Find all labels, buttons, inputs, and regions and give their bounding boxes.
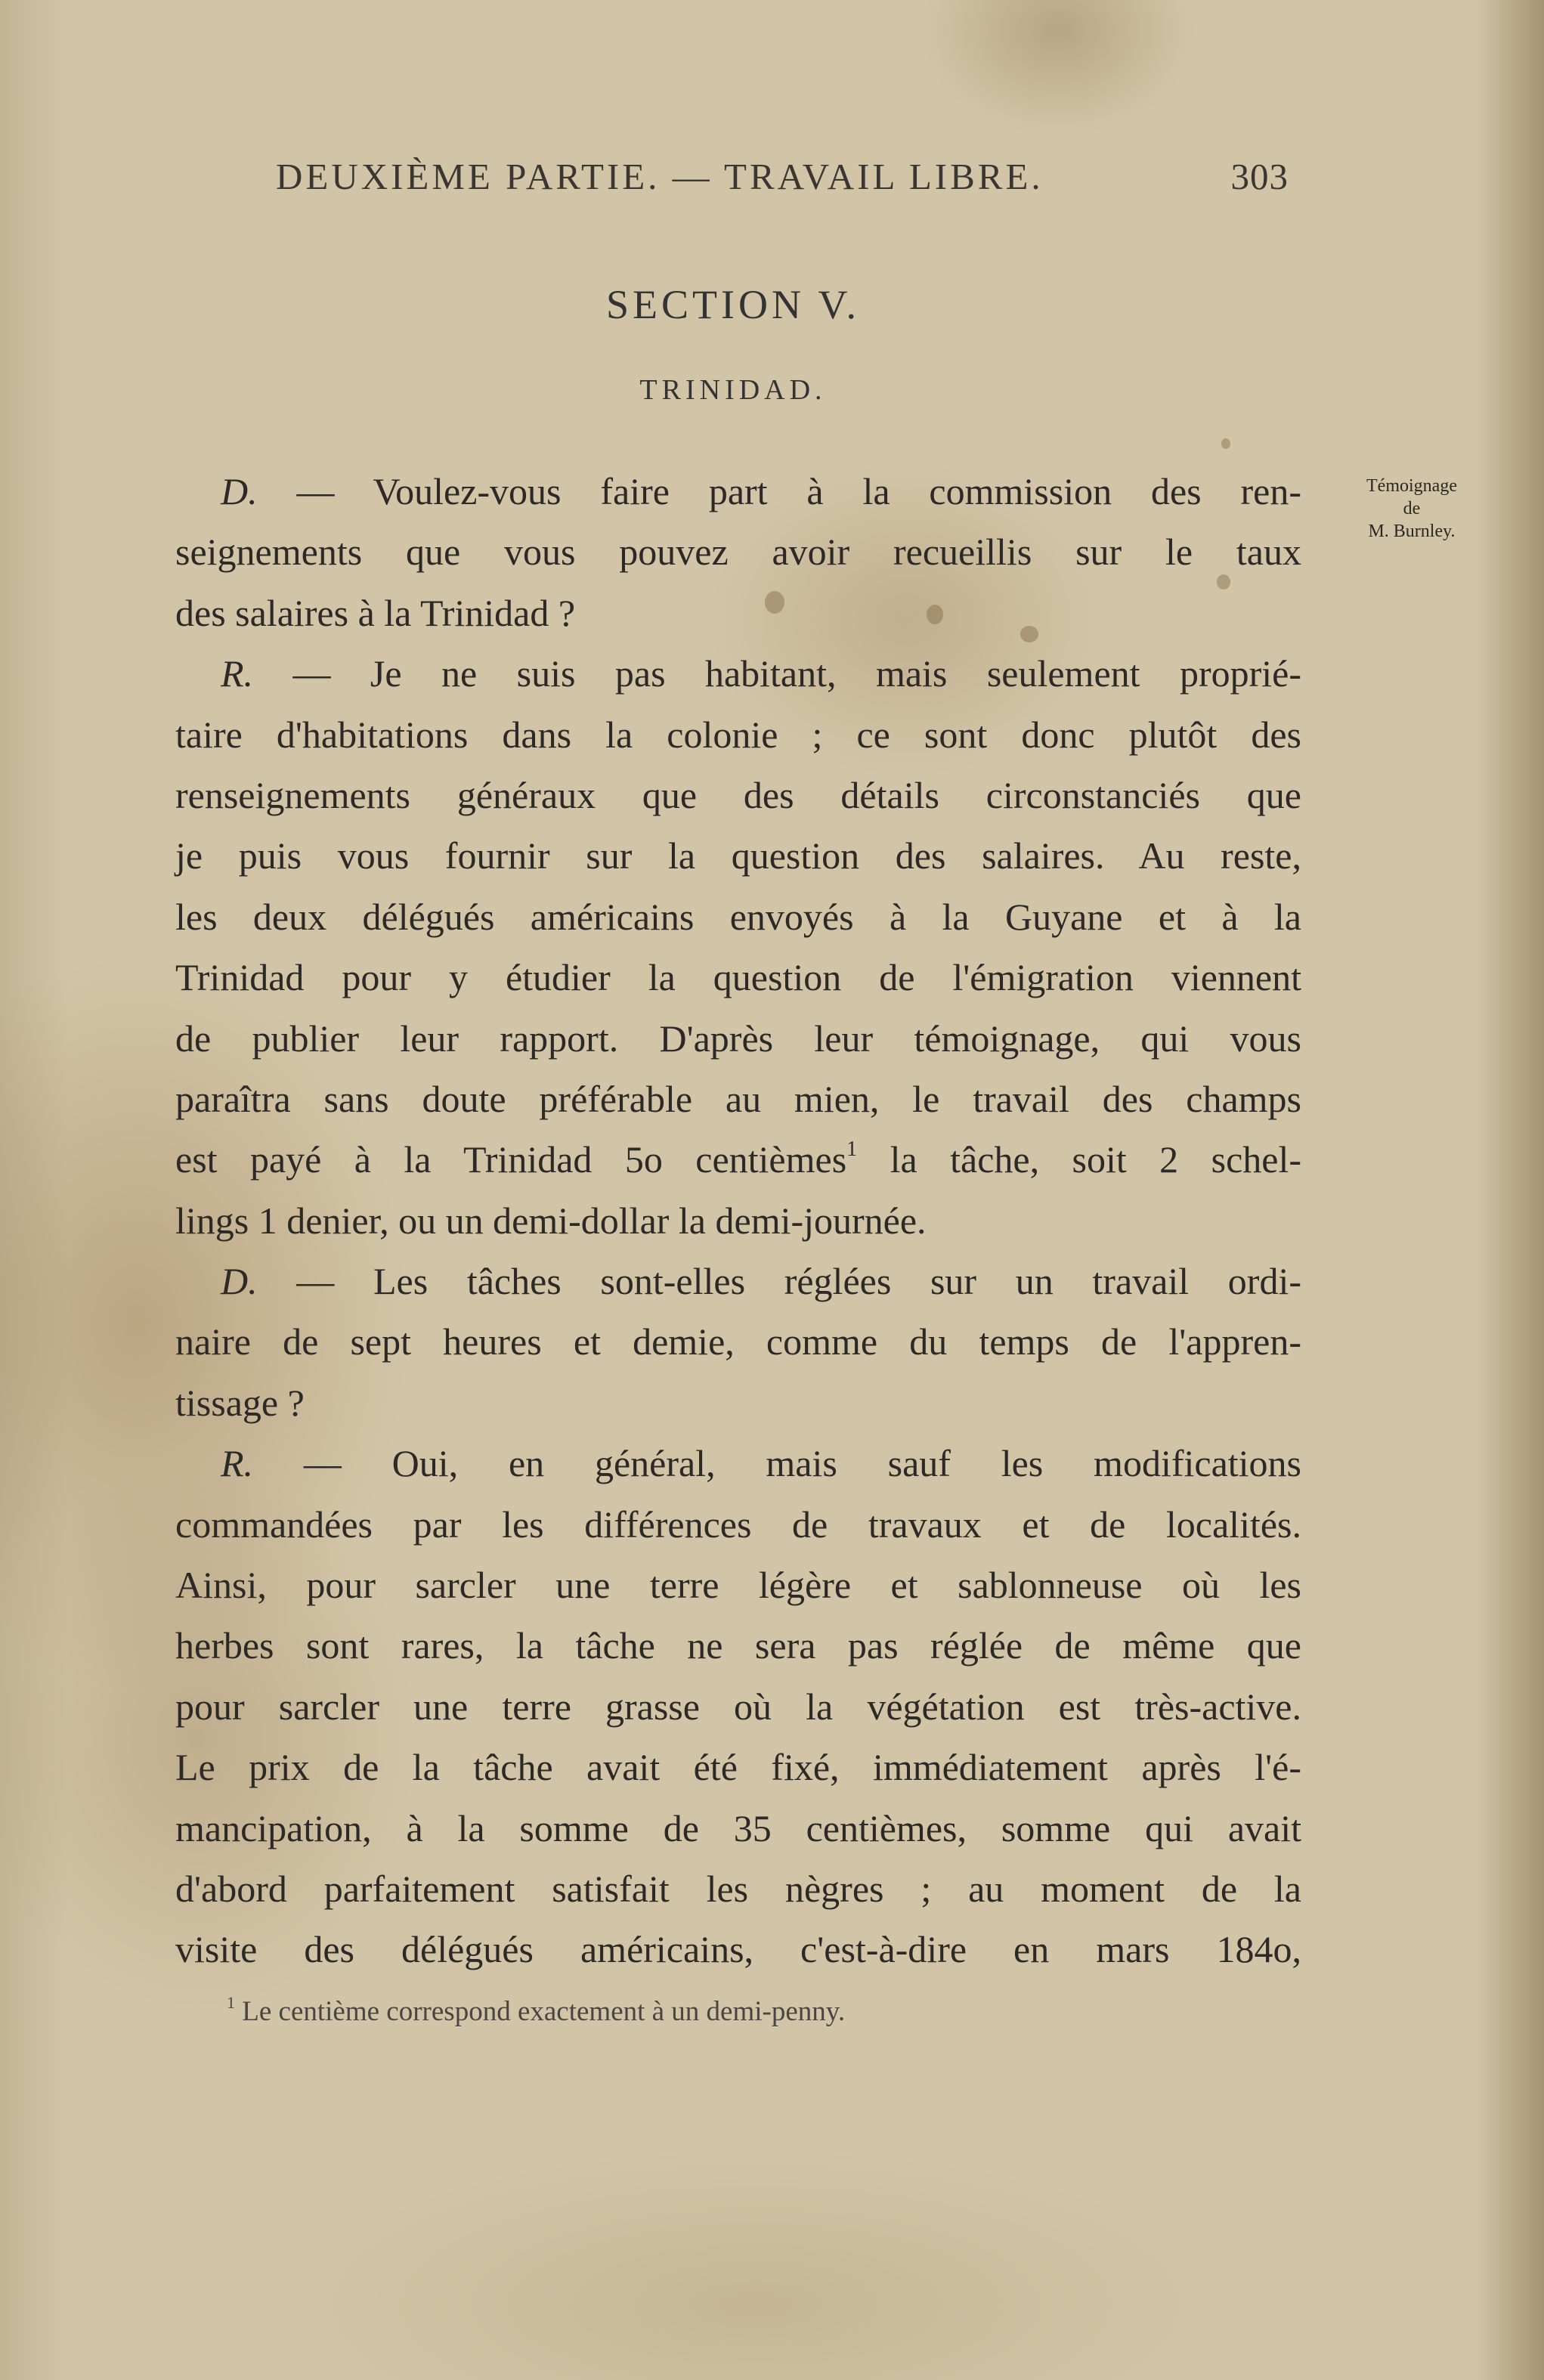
footnote: [227, 1995, 845, 2028]
text-line: D. — Voulez-vous faire part à la commission des ren-: [221, 470, 1301, 512]
text-line: paraîtra sans doute préférable au mien, le travail des champs: [175, 1077, 1301, 1120]
text-line: mancipation, à la somme de 35 centièmes, somme qui avait: [175, 1806, 1301, 1849]
body-text: [175, 461, 1301, 1980]
text-line: est payé à la Trinidad 5o centièmes$^1$ la tâche, soit 2 schel-: [175, 1137, 1301, 1181]
text-line: tissage ?: [175, 1381, 305, 1424]
margin-note-line: M. Burnley.: [1368, 521, 1456, 541]
text-line: Trinidad pour y étudier la question de l'émigration viennent: [175, 956, 1301, 999]
text-line: seignements que vous pouvez avoir recueillis sur le taux: [175, 531, 1301, 574]
text-line: Le prix de la tâche avait été fixé, immédiatement après l'é-: [175, 1746, 1301, 1789]
ink-stain: [1221, 438, 1230, 449]
text-line: d'abord parfaitement satisfait les nègres ; au moment de la: [175, 1867, 1301, 1910]
page-number: 303: [1230, 156, 1289, 197]
margin-note: [1336, 475, 1487, 543]
text-line: taire d'habitations dans la colonie ; ce sont donc plutôt des: [175, 713, 1301, 756]
speaker-label: R.: [221, 652, 254, 695]
text-line: R. — Oui, en général, mais sauf les modifications: [221, 1442, 1302, 1485]
footnote-marker: 1: [227, 1993, 235, 2012]
footnote-text: Le centième correspond exactement à un demi-penny.: [242, 1996, 846, 2027]
text-line: de publier leur rapport. D'après leur témoignage, qui vous: [175, 1017, 1301, 1060]
text-line: naire de sept heures et demie, comme du temps de l'appren-: [175, 1320, 1301, 1363]
running-head-title: DEUXIÈME PARTIE. — TRAVAIL LIBRE.: [276, 156, 1044, 197]
text-line: renseignements généraux que des détails circonstanciés que: [175, 773, 1301, 816]
speaker-label: D.: [221, 1260, 258, 1303]
text-line: les deux délégués américains envoyés à la Guyane et à la: [175, 895, 1301, 938]
text-line: herbes sont rares, la tâche ne sera pas réglée de même que: [175, 1624, 1301, 1667]
text-line: R. — Je ne suis pas habitant, mais seulement proprié-: [221, 652, 1301, 695]
margin-note-line: de: [1403, 499, 1421, 518]
text-line: des salaires à la Trinidad ?: [175, 591, 576, 634]
text-line: lings 1 denier, ou un demi-dollar la demi-journée.: [175, 1199, 927, 1242]
section-subtitle: TRINIDAD.: [639, 374, 827, 406]
speaker-label: R.: [221, 1442, 254, 1485]
section-title: SECTION V.: [605, 282, 861, 327]
text-line: pour sarcler une terre grasse où la végétation est très-active.: [175, 1685, 1301, 1728]
running-head: [276, 155, 1289, 198]
footnote-ref: 1: [846, 1137, 858, 1162]
speaker-label: D.: [221, 470, 258, 512]
text-line: visite des délégués américains, c'est-à-dire en mars 184o,: [175, 1928, 1301, 1971]
text-line: Ainsi, pour sarcler une terre légère et sablonneuse où les: [175, 1564, 1301, 1607]
margin-note-line: Témoignage: [1366, 476, 1457, 496]
text-line: je puis vous fournir sur la question des salaires. Au reste,: [175, 834, 1301, 877]
text-line: D. — Les tâches sont-elles réglées sur un travail ordi-: [221, 1260, 1301, 1303]
text-line: commandées par les différences de travaux et de localités.: [175, 1503, 1301, 1546]
